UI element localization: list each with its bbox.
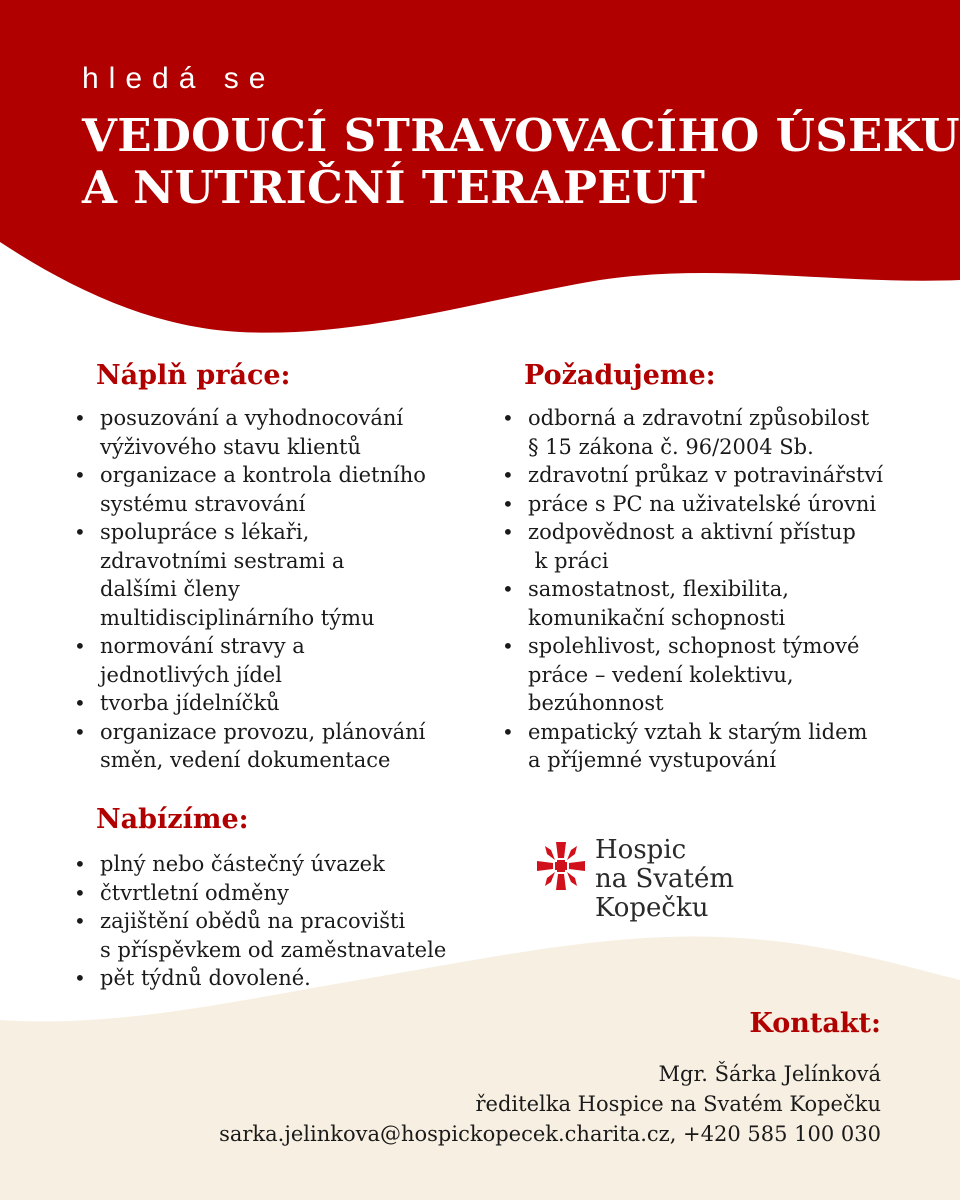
list-item [524,575,944,632]
list-item [96,404,496,461]
napln-list [72,404,496,775]
list-item-line: • tvorba jídelníčků [100,691,280,715]
list-item-line: práce – vedení kolektivu, [528,662,794,687]
list-item-line: § 15 zákona č. 96/2004 Sb. [528,434,814,459]
contact-block [219,1008,881,1149]
nabizime-heading: Nabízíme: [96,804,249,835]
list-item-line: s příspěvkem od zaměstnavatele [100,937,447,962]
list-item-line: • zodpovědnost a aktivní přístup [528,520,856,544]
list-item-line: multidisciplinárního týmu [100,605,375,630]
list-item-line: • zdravotní průkaz v potravinářství [528,463,884,487]
list-item-line: systému stravování [100,491,306,516]
list-item-line: k práci [528,548,609,573]
list-item-line: • organizace a kontrola dietního [100,463,426,487]
hero-kicker: hledá se [82,62,276,95]
list-item-line: • normování stravy a [100,634,305,658]
logo-line-2: na Svatém Kopečku [595,864,735,923]
list-item-line: • práce s PC na uživatelské úrovni [528,491,877,516]
list-item-line: • empatický vztah k starým lidem [528,719,868,744]
list-item-line: • organizace provozu, plánování [100,719,426,744]
list-item-line: dalšími členy [100,577,240,601]
list-item [96,879,516,908]
list-item [96,964,516,993]
list-item [524,404,944,461]
list-item-line: a příjemné vystupování [528,748,777,772]
contact-details[interactable]: sarka.jelinkova@hospickopecek.charita.cz, +420 585 100 030 [219,1122,881,1146]
list-item [524,490,944,519]
list-item-line: • plný nebo částečný úvazek [100,852,385,876]
contact-role: ředitelka Hospice na Svatém Kopečku [475,1092,881,1116]
logo-line-1: Hospic [595,835,687,865]
list-item-line: směn, vedení dokumentace [100,748,391,772]
list-item-line: • spolupráce s lékaři, [100,520,310,544]
logo-text [595,836,835,923]
list-item [524,461,944,490]
hero-title [82,110,960,214]
napln-heading: Náplň práce: [96,360,291,391]
list-item [96,518,496,632]
list-item [524,718,944,775]
charita-cross-icon [535,840,587,892]
list-item-line: výživového stavu klientů [100,434,362,459]
list-item [96,689,496,718]
list-item-line: komunikační schopnosti [528,605,786,630]
list-item-line: jednotlivých jídel [100,662,282,687]
list-item [96,907,516,964]
list-item [96,850,516,879]
hero-title-line-1: VEDOUCÍ STRAVOVACÍHO ÚSEKU [82,109,960,162]
contact-heading: Kontakt: [749,1008,881,1039]
list-item-line: • samostatnost, flexibilita, [528,577,789,601]
list-item [524,518,944,575]
list-item [96,632,496,689]
list-item-line: • posuzování a vyhodnocování [100,406,404,430]
list-item [96,718,496,775]
list-item-line: • odborná a zdravotní způsobilost [528,406,870,430]
hero-title-line-2: A NUTRIČNÍ TERAPEUT [82,161,706,214]
hospic-logo [535,835,835,923]
nabizime-list [72,850,516,993]
list-item-line: • spolehlivost, schopnost týmové [528,634,860,658]
list-item [524,632,944,718]
contact-name: Mgr. Šárka Jelínková [658,1062,881,1086]
list-item-line: • pět týdnů dovolené. [100,966,311,990]
list-item-line: bezúhonnost [528,691,664,715]
list-item-line: • zajištění obědů na pracovišti [100,909,406,933]
list-item-line: • čtvrtletní odměny [100,880,289,905]
pozadujeme-heading: Požadujeme: [524,360,716,391]
pozadujeme-list [500,404,944,775]
list-item-line: zdravotními sestrami a [100,548,345,573]
hero [82,62,960,214]
list-item [96,461,496,518]
